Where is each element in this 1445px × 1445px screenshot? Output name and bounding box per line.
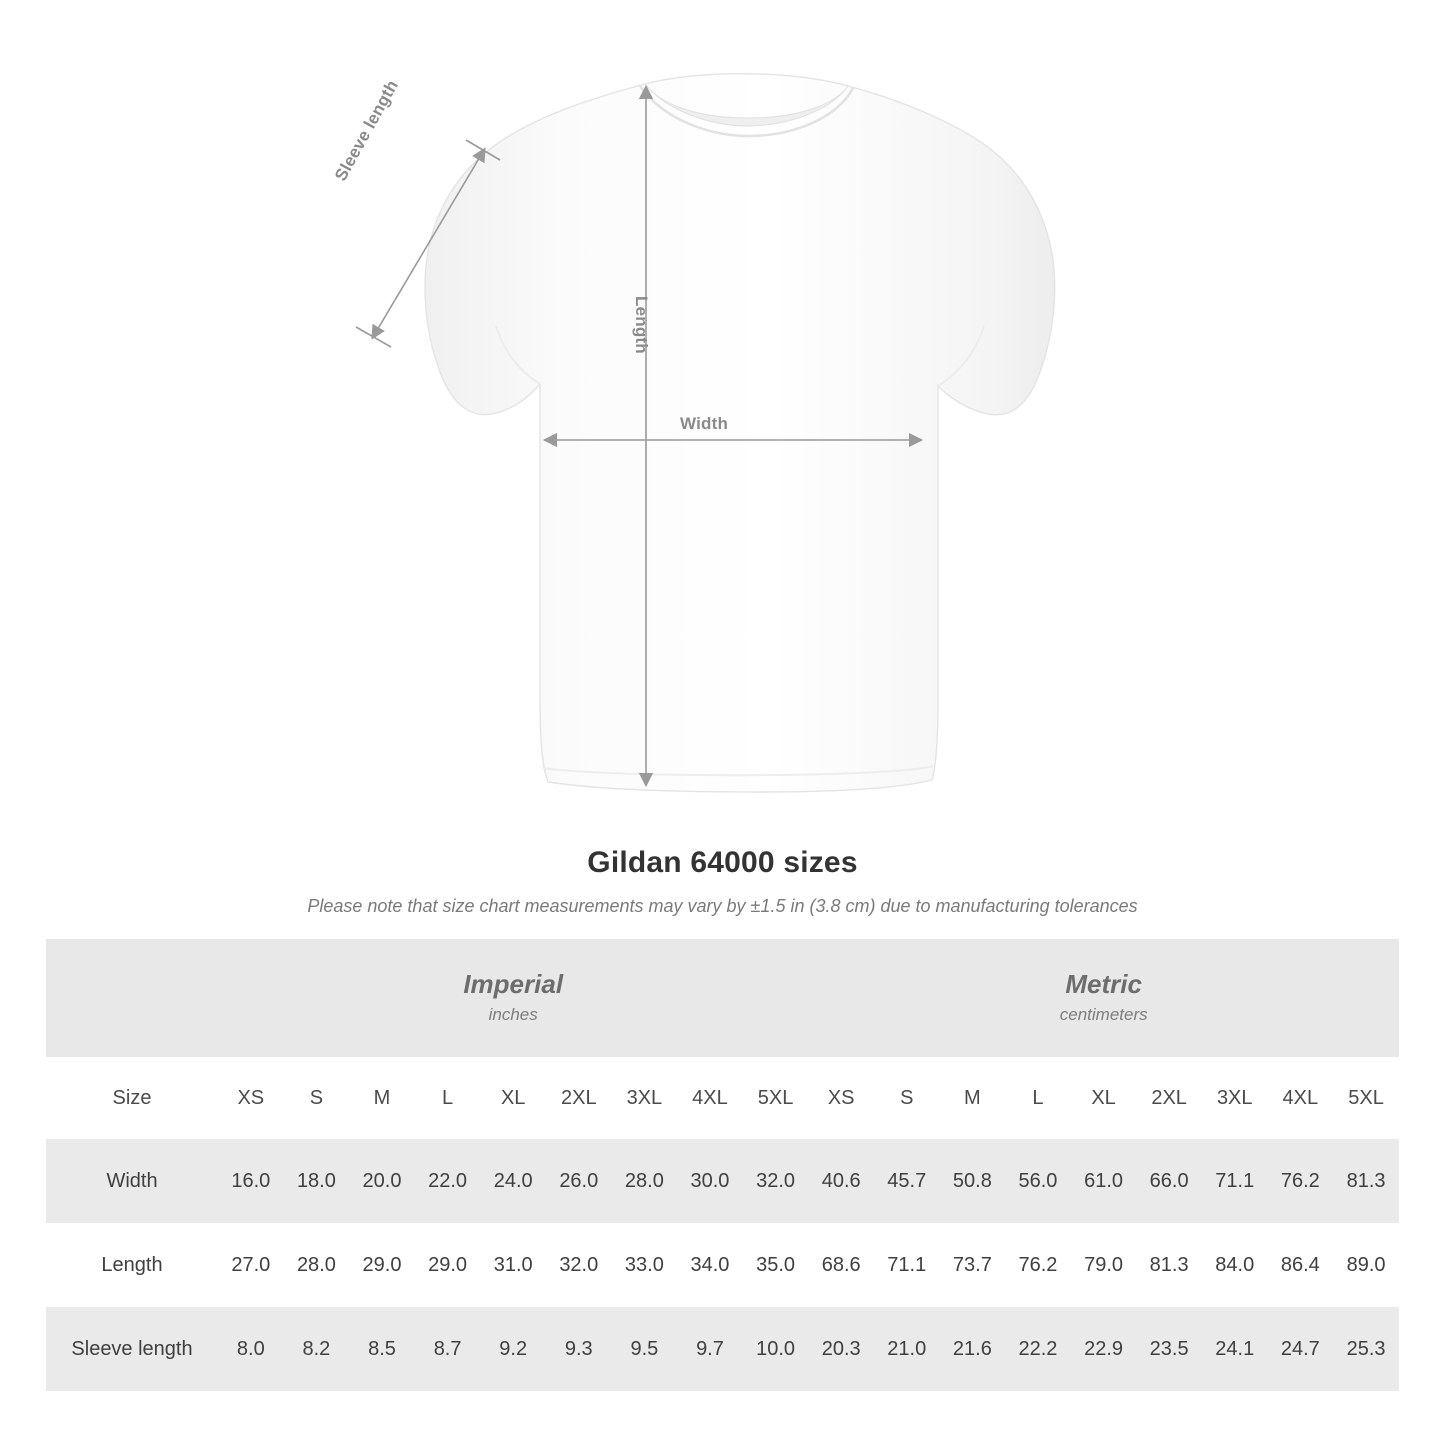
cell-length-1: 28.0 [284,1223,350,1307]
cell-sleeve-4: 9.2 [480,1307,546,1391]
cell-width-15: 71.1 [1202,1139,1268,1223]
col-header-6: 3XL [612,1057,678,1139]
cell-sleeve-1: 8.2 [284,1307,350,1391]
col-header-12: L [1005,1057,1071,1139]
cell-width-12: 56.0 [1005,1139,1071,1223]
table-row [46,1307,1399,1391]
cell-width-10: 45.7 [874,1139,940,1223]
cell-sleeve-12: 22.2 [1005,1307,1071,1391]
sleeve-length-label: Sleeve length [331,76,403,185]
cell-width-8: 32.0 [743,1139,809,1223]
cell-sleeve-2: 8.5 [349,1307,415,1391]
unit-metric-name: Metric [1065,969,1142,1000]
col-header-1: S [284,1057,350,1139]
cell-sleeve-6: 9.5 [612,1307,678,1391]
unit-spacer-cell [46,939,218,1057]
cell-sleeve-9: 20.3 [808,1307,874,1391]
col-header-3: L [415,1057,481,1139]
tshirt-shape [425,74,1055,792]
cell-sleeve-15: 24.1 [1202,1307,1268,1391]
width-label: Width [680,414,729,433]
cell-sleeve-5: 9.3 [546,1307,612,1391]
col-header-16: 4XL [1268,1057,1334,1139]
cell-width-6: 28.0 [612,1139,678,1223]
cell-sleeve-3: 8.7 [415,1307,481,1391]
row-label-length: Length [46,1223,218,1307]
cell-width-3: 22.0 [415,1139,481,1223]
cell-length-15: 84.0 [1202,1223,1268,1307]
cell-length-0: 27.0 [218,1223,284,1307]
row-label-sleeve-length: Sleeve length [46,1307,218,1391]
unit-group-metric [808,939,1399,1057]
unit-metric-sub: centimeters [1059,1004,1148,1024]
cell-sleeve-16: 24.7 [1268,1307,1334,1391]
cell-length-14: 81.3 [1136,1223,1202,1307]
size-table [46,939,1399,1391]
col-header-15: 3XL [1202,1057,1268,1139]
unit-imperial-name: Imperial [463,969,564,1000]
col-header-7: 4XL [677,1057,743,1139]
unit-group-imperial [218,939,808,1057]
column-header-row [46,1057,1399,1139]
col-header-10: S [874,1057,940,1139]
col-header-17: 5XL [1333,1057,1399,1139]
cell-length-12: 76.2 [1005,1223,1071,1307]
table-row [46,1223,1399,1307]
cell-length-17: 89.0 [1333,1223,1399,1307]
cell-length-8: 35.0 [743,1223,809,1307]
cell-width-5: 26.0 [546,1139,612,1223]
cell-width-2: 20.0 [349,1139,415,1223]
cell-length-6: 33.0 [612,1223,678,1307]
cell-length-3: 29.0 [415,1223,481,1307]
cell-width-14: 66.0 [1136,1139,1202,1223]
unit-imperial-sub: inches [488,1004,538,1024]
cell-length-13: 79.0 [1071,1223,1137,1307]
table-row [46,1139,1399,1223]
cell-width-16: 76.2 [1268,1139,1334,1223]
cell-sleeve-7: 9.7 [677,1307,743,1391]
col-header-14: 2XL [1136,1057,1202,1139]
cell-sleeve-11: 21.6 [940,1307,1006,1391]
tolerance-note: Please note that size chart measurements may vary by ±1.5 in (3.8 cm) due to manufacturing tolerances [307,896,1138,916]
cell-width-1: 18.0 [284,1139,350,1223]
cell-sleeve-17: 25.3 [1333,1307,1399,1391]
cell-width-4: 24.0 [480,1139,546,1223]
col-header-13: XL [1071,1057,1137,1139]
cell-length-10: 71.1 [874,1223,940,1307]
size-table-wrapper [46,939,1399,1391]
cell-length-9: 68.6 [808,1223,874,1307]
row-label-width: Width [46,1139,218,1223]
page-title: Gildan 64000 sizes [587,846,858,879]
cell-sleeve-0: 8.0 [218,1307,284,1391]
cell-length-4: 31.0 [480,1223,546,1307]
col-header-0: XS [218,1057,284,1139]
cell-length-11: 73.7 [940,1223,1006,1307]
cell-sleeve-13: 22.9 [1071,1307,1137,1391]
cell-length-5: 32.0 [546,1223,612,1307]
col-header-8: 5XL [743,1057,809,1139]
cell-length-2: 29.0 [349,1223,415,1307]
cell-length-7: 34.0 [677,1223,743,1307]
title-block [0,846,1445,917]
unit-header-row [46,939,1399,1057]
length-label: Length [632,296,651,354]
col-header-2: M [349,1057,415,1139]
cell-width-11: 50.8 [940,1139,1006,1223]
cell-sleeve-10: 21.0 [874,1307,940,1391]
cell-width-7: 30.0 [677,1139,743,1223]
cell-width-17: 81.3 [1333,1139,1399,1223]
col-header-4: XL [480,1057,546,1139]
col-header-11: M [940,1057,1006,1139]
col-header-9: XS [808,1057,874,1139]
cell-width-9: 40.6 [808,1139,874,1223]
sleeve-dimension-tick [356,327,391,347]
cell-sleeve-14: 23.5 [1136,1307,1202,1391]
cell-sleeve-8: 10.0 [743,1307,809,1391]
col-header-5: 2XL [546,1057,612,1139]
cell-length-16: 86.4 [1268,1223,1334,1307]
cell-width-0: 16.0 [218,1139,284,1223]
cell-width-13: 61.0 [1071,1139,1137,1223]
row-header-size: Size [46,1057,218,1139]
